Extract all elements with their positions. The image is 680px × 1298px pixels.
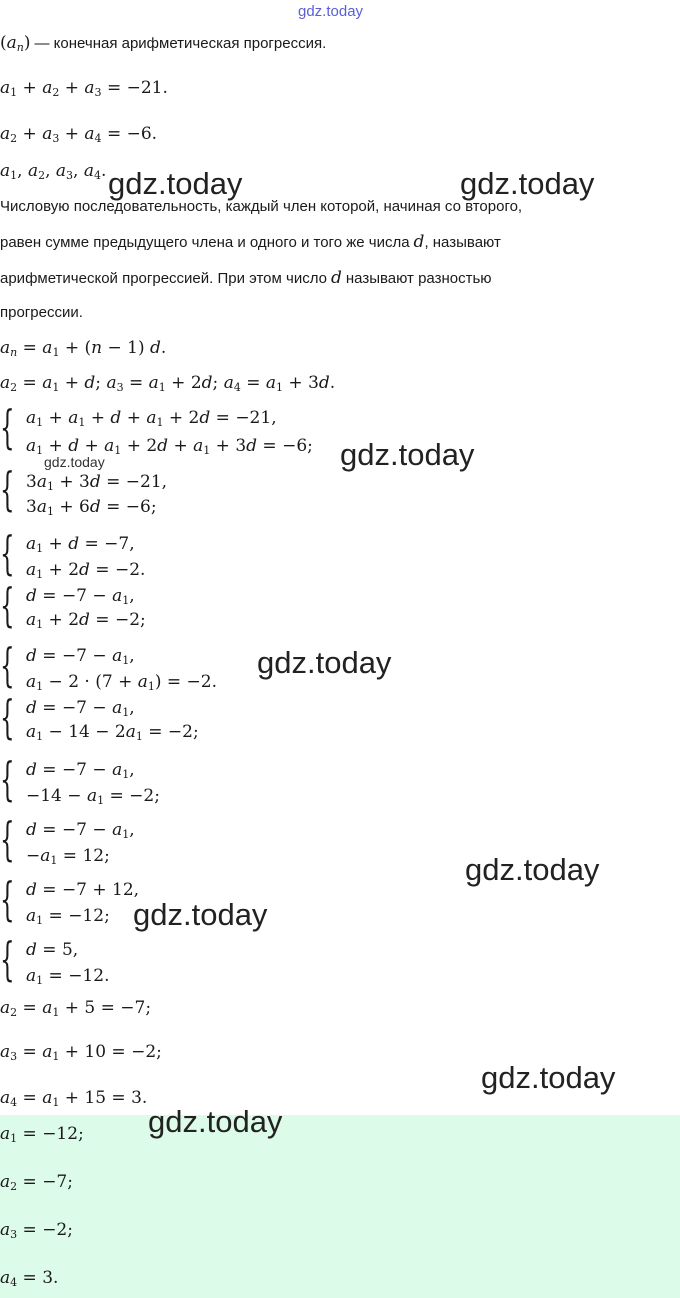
watermark: gdz.today <box>460 166 595 201</box>
definition-line-3: арифметической прогрессией. При этом число d называют разностью <box>0 268 492 288</box>
answer-a3: $a_3 = -2$; <box>0 1220 73 1241</box>
system-8-eq-2: $-a_1 = 12$; <box>26 846 110 867</box>
answer-a1: $a_1 = -12$; <box>0 1124 84 1145</box>
terms-via-difference: $a_2 = a_1 + d$; $a_3 = a_1 + 2d$; $a_4 = a_1 + 3d$. <box>0 373 336 394</box>
system-6-eq-2: $a_1 - 14 - 2a_1 = -2$; <box>26 722 199 743</box>
system-3-eq-2: $a_1 + 2d = -2$. <box>26 560 146 581</box>
answer-a4: $a_4 = 3$. <box>0 1268 59 1289</box>
watermark: gdz.today <box>133 897 268 932</box>
system-10-eq-2: $a_1 = -12$. <box>26 966 110 987</box>
system-7-eq-2: $-14 - a_1 = -2$; <box>26 786 160 807</box>
difference-symbol: d <box>413 232 425 252</box>
system-7-eq-1: $d = -7 - a_1$, <box>26 760 135 781</box>
system-2-eq-2: $3a_1 + 6d = -6$; <box>26 497 157 518</box>
given-equation-1: $a_1 + a_2 + a_3 = -21$. <box>0 78 168 99</box>
watermark: gdz.today <box>257 645 392 680</box>
definition-line-2: равен сумме предыдущего члена и одного и того же числа d, называют <box>0 232 501 252</box>
answer-block <box>0 1115 680 1298</box>
intro-text: — конечная арифметическая прогрессия. <box>34 35 327 52</box>
system-3-eq-1: $a_1 + d = -7$, <box>26 534 135 555</box>
system-1-eq-2: $a_1 + d + a_1 + 2d + a_1 + 3d = -6$; <box>26 436 313 457</box>
watermark: gdz.today <box>108 166 243 201</box>
system-5-eq-2: $a_1 - 2 \cdot (7 + a_1) = -2$. <box>26 672 218 693</box>
sequence-notation: $(a_n)$ <box>0 33 31 54</box>
watermark-small: gdz.today <box>44 454 105 470</box>
progression-intro <box>0 33 326 53</box>
system-2-eq-1: $3a_1 + 3d = -21$, <box>26 472 168 493</box>
system-9-eq-2: $a_1 = -12$; <box>26 906 110 927</box>
watermark: gdz.today <box>340 437 475 472</box>
system-6-eq-1: $d = -7 - a_1$, <box>26 698 135 719</box>
definition-line-1: Числовую последовательность, каждый член которой, начиная со второго, <box>0 198 523 215</box>
term-a4-computation: $a_4 = a_1 + 15 = 3$. <box>0 1088 148 1109</box>
answer-a2: $a_2 = -7$; <box>0 1172 73 1193</box>
watermark: gdz.today <box>148 1104 283 1139</box>
system-10-eq-1: d = 5, <box>26 940 79 960</box>
term-a3-computation: $a_3 = a_1 + 10 = -2$; <box>0 1042 162 1063</box>
given-equation-2: $a_2 + a_3 + a_4 = -6$. <box>0 124 158 145</box>
unknowns-list: $a_1$, $a_2$, $a_3$, $a_4$. <box>0 161 107 182</box>
system-4-eq-2: $a_1 + 2d = -2$; <box>26 610 146 631</box>
solution-page: gdz.today $(a_n)$ — конечная арифметическая прогрессия. $a_1 + a_2 + a_3 = -21$. $a_2 + a_3 + a_4 = -6$. $a_1$, $a_2$, $a_3$, $a_4$. Числовую последовательность, каждый член которой, начиная со второго, равен сумме предыдущего члена и одного и того же числа d, называют арифметической прогрессией. При этом число d называют разностью прогрессии. $a_n = a_1 + (n - 1)$ d. $a_2 = a_1 + d$; $a_3 = a_1 + 2d$; $a_4 = a_1 + 3d$. { $a_1 + a_1 + d + a_1 + 2d = -21$, $a_1 + d + a_1 + 2d + a_1 + 3d = -6$; gdz.today { $3a_1 + 3d = -21$, $3a_1 + 6d = -6$; { $a_1 + d = -7$, $a_1 + 2d = -2$. { $d = -7 - a_1$, $a_1 + 2d = -2$; { $d = -7 - a_1$, $a_1 - 2 \cdot (7 + a_1) = -2$. { $d = -7 - a_1$, $a_1 - 14 - 2a_1 = -2$; { $d = -7 - a_1$, $-14 - a_1 = -2$; { $d = -7 - a_1$, $-a_1 = 12$; { d = −7 + 12, $a_1 = -12$; { d = 5, $a_1 = -12$. $a_2 = a_1 + 5 = -7$; $a_3 = a_1 + 10 = -2$; $a_4 = a_1 + 15 = 3$. $a_1 = -12$; $a_2 = -7$; $a_3 = -2$; $a_4 = 3$. gdz.today gdz.today gdz.today gdz.today gdz.today gdz.today gdz.today gdz.today <box>0 0 680 1298</box>
system-8-eq-1: $d = -7 - a_1$, <box>26 820 135 841</box>
system-1-eq-1: $a_1 + a_1 + d + a_1 + 2d = -21$, <box>26 408 277 429</box>
nth-term-formula: $a_n = a_1 + (n - 1)$ d. <box>0 338 167 359</box>
watermark: gdz.today <box>465 852 600 887</box>
watermark: gdz.today <box>481 1060 616 1095</box>
term-a2-computation: $a_2 = a_1 + 5 = -7$; <box>0 998 152 1019</box>
system-9-eq-1: d = −7 + 12, <box>26 880 140 900</box>
site-watermark-top: gdz.today <box>298 3 364 20</box>
system-5-eq-1: $d = -7 - a_1$, <box>26 646 135 667</box>
system-4-eq-1: $d = -7 - a_1$, <box>26 586 135 607</box>
definition-line-4: прогрессии. <box>0 304 83 321</box>
